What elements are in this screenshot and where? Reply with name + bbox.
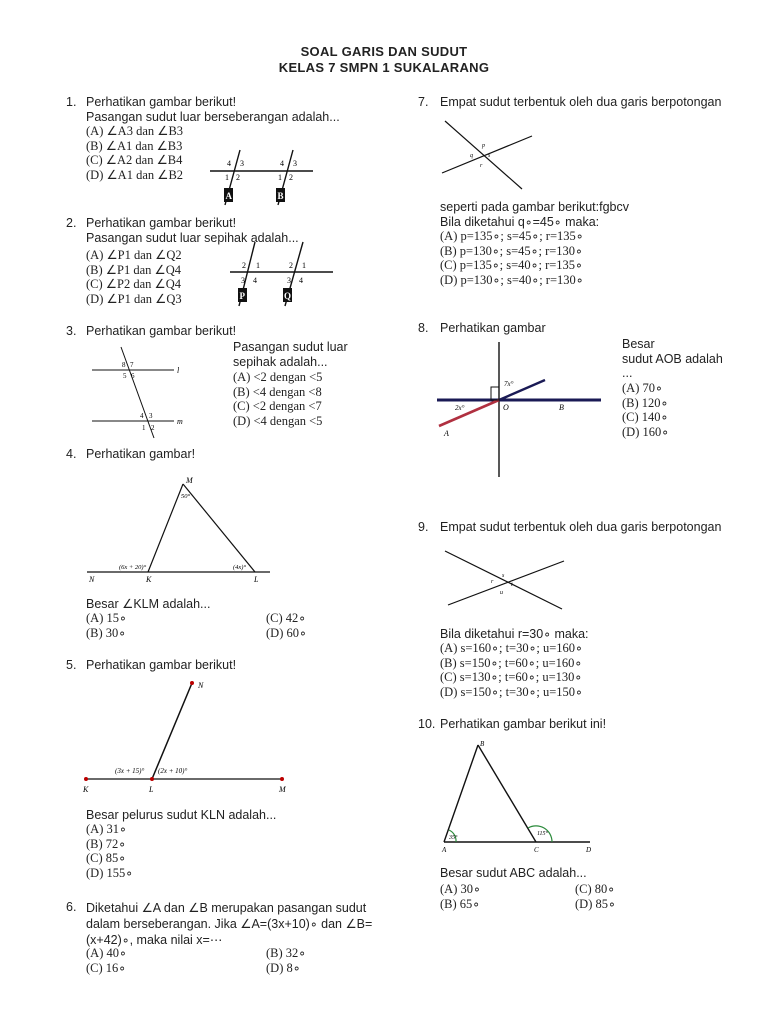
q8-ray-oa — [439, 400, 499, 426]
q5-number: 5. — [66, 658, 77, 672]
q9-label: t — [511, 582, 513, 588]
q3-line: Pasangan sudut luar — [233, 340, 348, 354]
q10-options-left — [440, 882, 481, 911]
q3-options — [233, 370, 322, 428]
q5-point-label: L — [149, 785, 154, 794]
q3-option-b[interactable]: (B) <4 dengan <8 — [233, 384, 322, 399]
q5-point-n — [190, 681, 194, 685]
q7-text — [440, 200, 629, 229]
q3-number: 3. — [66, 324, 77, 338]
q1-box-b-label: B — [277, 191, 284, 201]
q1-option-a[interactable]: (A) ∠A3 dan ∠B3 — [86, 124, 184, 138]
q5-point-label: N — [198, 681, 204, 690]
q2-option-c[interactable]: (C) ∠P2 dan ∠Q4 — [86, 277, 181, 291]
q2-label: 1 — [302, 261, 306, 270]
q3-title: Perhatikan gambar berikut! — [86, 324, 237, 338]
q6-option-a[interactable]: (A) 40∘ — [86, 946, 127, 960]
q1-label: 4 — [227, 159, 231, 168]
q10-point: B — [480, 740, 485, 748]
q2-line: Perhatikan gambar berikut! — [86, 216, 237, 230]
q2-line: Pasangan sudut luar sepihak adalah... — [86, 230, 299, 245]
q2-label: 2 — [289, 261, 293, 270]
q3-line-label: m — [177, 417, 183, 426]
q7-line: seperti pada gambar berikut:fgbcv — [440, 200, 629, 214]
q1-figure — [205, 150, 315, 210]
q3-line-label: l — [177, 366, 180, 375]
q4-options-right — [266, 611, 307, 640]
q5-figure — [80, 675, 290, 795]
q9-option-a[interactable]: (A) s=160∘; t=30∘; u=160∘ — [440, 641, 583, 655]
q9-figure — [440, 545, 570, 615]
q3-figure — [90, 345, 190, 440]
q3-line: sepihak adalah... — [233, 354, 328, 369]
q7-option-d[interactable]: (D) p=130∘; s=40∘; r=130∘ — [440, 272, 584, 287]
q4-side-ml — [183, 484, 255, 572]
q4-point: K — [146, 575, 152, 584]
q6-options-left — [86, 946, 127, 975]
q2-label: 4 — [299, 276, 303, 285]
q6-option-b[interactable]: (B) 32∘ — [266, 946, 307, 960]
q7-label: p — [482, 143, 485, 149]
q6-line: dalam berseberangan. Jika ∠A=(3x+10)∘ dan ∠B= — [86, 917, 373, 931]
q9-label: u — [500, 590, 503, 596]
q4-option-b[interactable]: (B) 30∘ — [86, 625, 127, 640]
q10-angle: 115° — [537, 831, 548, 837]
q4-point: M — [186, 476, 193, 485]
q8-point: A — [444, 429, 449, 438]
q1-option-c[interactable]: (C) ∠A2 dan ∠B4 — [86, 153, 183, 167]
q2-option-d[interactable]: (D) ∠P1 dan ∠Q3 — [86, 291, 182, 306]
q8-right-angle-mark — [491, 387, 499, 400]
q3-label: 5 — [123, 372, 127, 380]
q3-option-d[interactable]: (D) <4 dengan <5 — [233, 413, 323, 428]
q8-text — [622, 337, 723, 381]
q10-angle: 35° — [449, 835, 458, 841]
q3-label: 1 — [142, 424, 146, 432]
q7-option-c[interactable]: (C) p=135∘; s=40∘; r=135∘ — [440, 258, 583, 272]
q4-angle: (4x)° — [233, 564, 247, 571]
q5-point-l — [150, 777, 154, 781]
q1-option-d[interactable]: (D) ∠A1 dan ∠B2 — [86, 167, 184, 182]
q10-option-b[interactable]: (B) 65∘ — [440, 896, 481, 911]
q9-label: r — [491, 579, 494, 585]
q8-option-d[interactable]: (D) 160∘ — [622, 424, 670, 439]
q6-line: (x+42)∘, maka nilai x=⋯ — [86, 933, 223, 947]
q2-option-a[interactable]: (A) ∠P1 dan ∠Q2 — [86, 248, 182, 262]
q8-point: B — [559, 403, 564, 412]
q2-option-b[interactable]: (B) ∠P1 dan ∠Q4 — [86, 262, 181, 277]
q2-box-p-label: P — [239, 291, 245, 301]
q3-option-c[interactable]: (C) <2 dengan <7 — [233, 399, 322, 413]
q7-number: 7. — [418, 95, 429, 109]
q1-label: 3 — [293, 159, 297, 168]
q10-point: D — [586, 846, 592, 854]
q7-title: Empat sudut terbentuk oleh dua garis berpotongan — [440, 95, 722, 109]
q10-option-a[interactable]: (A) 30∘ — [440, 882, 481, 896]
q2-number: 2. — [66, 216, 77, 230]
q8-angle: 7x° — [504, 380, 514, 388]
q4-angle: (6x + 20)° — [119, 564, 147, 571]
q9-number: 9. — [418, 520, 429, 534]
q5-angle: (2x + 10)° — [158, 767, 188, 775]
q5-ray-ln — [152, 683, 192, 779]
q4-options-left — [86, 611, 127, 640]
q10-side-bc — [478, 745, 536, 842]
q4-option-a[interactable]: (A) 15∘ — [86, 611, 127, 625]
q9-options — [440, 641, 583, 699]
q8-option-b[interactable]: (B) 120∘ — [622, 395, 669, 410]
q5-angle: (3x + 15)° — [115, 767, 145, 775]
q6-option-d[interactable]: (D) 8∘ — [266, 960, 301, 975]
q8-number: 8. — [418, 321, 429, 335]
q10-option-d[interactable]: (D) 85∘ — [575, 896, 616, 911]
q10-point: A — [442, 846, 447, 854]
q4-number: 4. — [66, 447, 77, 461]
q1-label: 2 — [289, 173, 293, 182]
q4-option-c[interactable]: (C) 42∘ — [266, 611, 307, 625]
q5-point-m — [280, 777, 284, 781]
q8-options — [622, 381, 669, 439]
q7-label: q — [470, 153, 473, 159]
q9-title: Empat sudut terbentuk oleh dua garis berpotongan — [440, 520, 722, 534]
q10-side-ab — [444, 745, 478, 842]
q2-label: 2 — [242, 261, 246, 270]
q1-option-b[interactable]: (B) ∠A1 dan ∠B3 — [86, 138, 183, 153]
q5-point-label: M — [279, 785, 286, 794]
q3-label: 7 — [130, 361, 134, 369]
q2-label: 4 — [253, 276, 257, 285]
q6-options-right — [266, 946, 306, 975]
q4-point: L — [254, 575, 259, 584]
q8-figure — [433, 340, 613, 480]
q4-figure — [85, 472, 275, 587]
q7-label: s — [488, 153, 491, 159]
q9-option-b[interactable]: (B) s=150∘; t=60∘; u=160∘ — [440, 655, 583, 670]
q1-label: 1 — [225, 173, 229, 182]
q2-label: 3 — [287, 276, 291, 285]
q9-option-c[interactable]: (C) s=130∘; t=60∘; u=130∘ — [440, 670, 583, 684]
q5-option-c[interactable]: (C) 85∘ — [86, 851, 127, 865]
q7-line-2 — [442, 136, 532, 173]
q1-line: Pasangan sudut luar berseberangan adalah... — [86, 109, 340, 124]
q9-option-d[interactable]: (D) s=150∘; t=30∘; u=150∘ — [440, 684, 583, 699]
q8-option-a[interactable]: (A) 70∘ — [622, 381, 663, 395]
q10-figure — [440, 735, 610, 855]
q7-line: Bila diketahui q∘=45∘ maka: — [440, 214, 600, 229]
q3-label: 8 — [122, 361, 126, 369]
q3-transversal — [121, 347, 154, 438]
q8-line: sudut AOB adalah — [622, 351, 723, 366]
q8-option-c[interactable]: (C) 140∘ — [622, 410, 669, 424]
q7-label: r — [480, 163, 483, 169]
q4-question: Besar ∠KLM adalah... — [86, 597, 211, 611]
q5-point-k — [84, 777, 88, 781]
q4-title: Perhatikan gambar! — [86, 447, 196, 461]
q1-number: 1. — [66, 95, 77, 109]
q2-box-q-label: Q — [284, 291, 292, 301]
q9-line-1 — [445, 551, 562, 609]
page-title: SOAL GARIS DAN SUDUT — [300, 44, 468, 59]
q10-options-right — [575, 882, 616, 911]
q9-line-2 — [448, 561, 564, 605]
q8-angle: 2x° — [455, 404, 465, 412]
q7-option-b[interactable]: (B) p=130∘; s=45∘; r=130∘ — [440, 243, 583, 258]
q5-point-label: K — [83, 785, 89, 794]
q2-figure — [225, 240, 335, 310]
q3-label: 6 — [131, 372, 135, 380]
q10-point: C — [534, 846, 539, 854]
q6-option-c[interactable]: (C) 16∘ — [86, 960, 127, 975]
q6-number: 6. — [66, 900, 77, 914]
q9-question: Bila diketahui r=30∘ maka: — [440, 627, 589, 641]
q2-label: 3 — [241, 276, 245, 285]
q1-line: Perhatikan gambar berikut! — [86, 95, 237, 109]
q1-options — [86, 124, 183, 182]
q8-title: Perhatikan gambar — [440, 321, 546, 335]
q4-angle: 50° — [181, 493, 191, 500]
q5-option-d[interactable]: (D) 155∘ — [86, 865, 134, 880]
q10-option-c[interactable]: (C) 80∘ — [575, 882, 616, 896]
q1-text — [86, 95, 340, 124]
q3-label: 3 — [149, 412, 153, 420]
q4-side-km — [148, 484, 183, 572]
q4-point: N — [89, 575, 95, 584]
q5-option-a[interactable]: (A) 31∘ — [86, 822, 127, 836]
q5-title: Perhatikan gambar berikut! — [86, 658, 237, 672]
q2-label: 1 — [256, 261, 260, 270]
q6-line: Diketahui ∠A dan ∠B merupakan pasangan sudut — [86, 901, 367, 915]
q8-line: ... — [622, 366, 633, 380]
q1-box-a-label: A — [225, 191, 232, 201]
q2-options — [86, 248, 182, 306]
q5-question: Besar pelurus sudut KLN adalah... — [86, 808, 277, 822]
page-subtitle: KELAS 7 SMPN 1 SUKALARANG — [278, 60, 490, 75]
q5-option-b[interactable]: (B) 72∘ — [86, 836, 127, 851]
q9-label: s — [502, 573, 505, 579]
q8-line: Besar — [622, 337, 655, 351]
q3-text — [233, 340, 348, 369]
q3-label: 4 — [140, 412, 144, 420]
q7-options — [440, 229, 584, 287]
q6-text — [86, 900, 372, 948]
q10-question: Besar sudut ABC adalah... — [440, 866, 587, 880]
q7-line-1 — [445, 121, 522, 189]
q7-option-a[interactable]: (A) p=135∘; s=45∘; r=135∘ — [440, 229, 584, 243]
q1-label: 3 — [240, 159, 244, 168]
q4-option-d[interactable]: (D) 60∘ — [266, 625, 307, 640]
q3-label: 2 — [151, 424, 155, 432]
q7-figure — [440, 115, 540, 195]
q1-label: 1 — [278, 173, 282, 182]
q10-title: Perhatikan gambar berikut ini! — [440, 717, 607, 731]
q5-options — [86, 822, 133, 880]
q3-option-a[interactable]: (A) <2 dengan <5 — [233, 370, 323, 384]
q1-label: 2 — [236, 173, 240, 182]
q10-number: 10. — [418, 717, 436, 731]
q8-point: O — [503, 403, 509, 412]
q1-label: 4 — [280, 159, 284, 168]
